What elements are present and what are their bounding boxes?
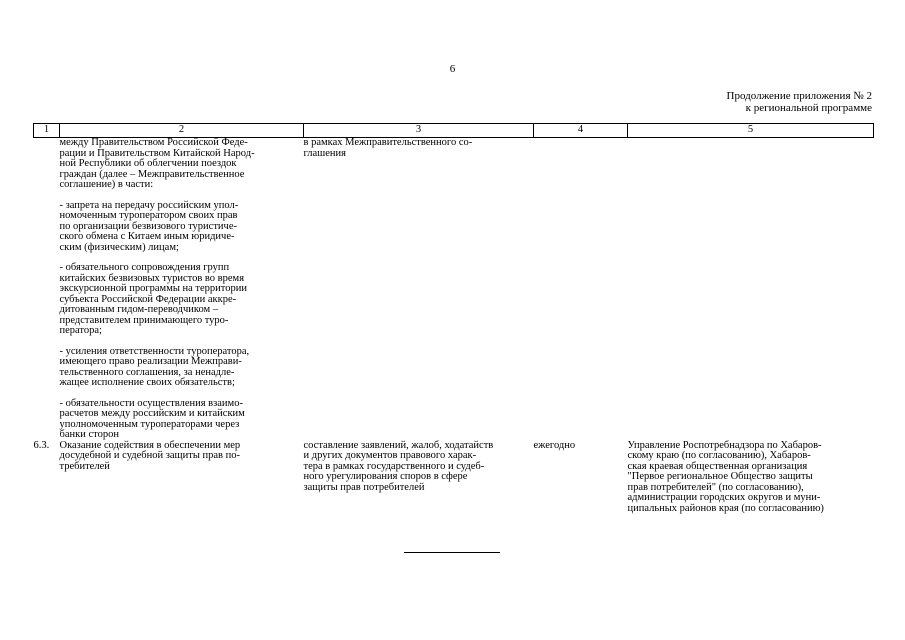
row1-col3: [304, 138, 534, 441]
row2-col5: [628, 441, 874, 515]
list-item: - усиления ответственности туроператора, имеющего право реализации Межправи- тельственного соглашения, за ненадле- жащее исполнение своих обязательств;: [59, 345, 250, 388]
row2-col3-text: составление заявлений, жалоб, ходатайств и других документов правового харак- тера в рамках государственного и судеб- ного урегулирования споров в сфере защиты прав потребителей: [303, 439, 494, 493]
row2-col5-text: Управление Роспотребнадзора по Хабаров- скому краю (по согласованию), Хабаров- ская краевая общественная организация "Первое региональное Общество защиты прав потребителей" (по согласованию), администрации городских округов и муни- ципальных районов края (по согласованию): [627, 439, 824, 514]
header-col-5: 5: [628, 124, 874, 138]
row1-col2: [60, 138, 304, 441]
continuation-line-2: к региональной программе: [745, 102, 872, 115]
footer-divider: [404, 552, 500, 553]
table-row: [34, 138, 874, 441]
row2-number: 6.3.: [33, 439, 50, 451]
header-col-3: 3: [304, 124, 534, 138]
row1-col5: [628, 138, 874, 441]
page-number: 6: [449, 63, 456, 75]
list-item: - обязательности осуществления взаимо- расчетов между российским и китайским уполномоченным туроператорами через банки сторон: [59, 397, 245, 440]
appendix-continuation: [727, 90, 872, 114]
row1-col4: [534, 138, 628, 441]
row1-intro-text: между Правительством Российской Феде- рации и Правительством Китайской Народ- ной Республики об облегчении поездок граждан (далее – Межправительственное соглашение) в части:: [59, 137, 255, 190]
header-col-4: 4: [534, 124, 628, 138]
row2-col3: [304, 441, 534, 515]
list-item: - обязательного сопровождения групп китайских безвизовых туристов во время экскурсионной программы на территории субъекта Российской Федерации аккре- дитованным гидом-переводчиком – представителем принимающего туро- ператора;: [59, 262, 247, 336]
row2-col4: [534, 441, 628, 515]
table-header-row: [34, 124, 874, 138]
header-col-2: 2: [60, 124, 304, 138]
row1-col3-text: в рамках Межправительственного со- глашения: [303, 137, 473, 159]
list-item: - запрета на передачу российским упол- номоченным туроператором своих прав по организации безвизового туристиче- ского обмена с Китаем иным юридиче- ским (физическим) лицам;: [59, 199, 239, 253]
continuation-line-1: Продолжение приложения № 2: [726, 90, 872, 102]
table-row: [34, 441, 874, 515]
row2-col2-text: Оказание содействия в обеспечении мер досудебной и судебной защиты прав по- требителей: [59, 439, 241, 472]
header-col-1: 1: [34, 124, 60, 138]
program-table: [33, 123, 874, 514]
row2-col4-text: ежегодно: [533, 439, 576, 451]
row2-col2: [60, 441, 304, 515]
row1-col1: [34, 138, 60, 441]
